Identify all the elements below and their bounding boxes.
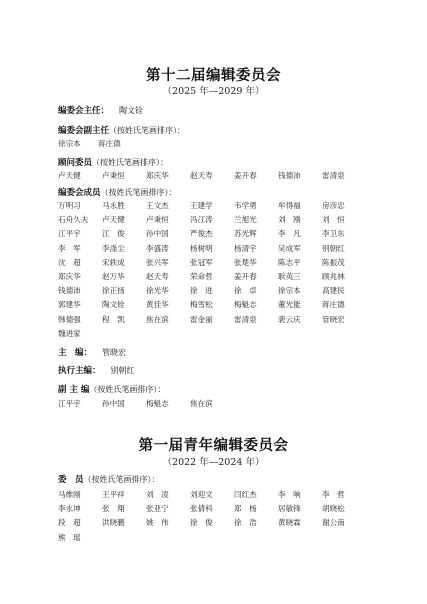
person-name: 冯江涛 bbox=[190, 215, 213, 225]
person-name: 顾兆林 bbox=[322, 272, 345, 281]
person-name: 刘迎文 bbox=[190, 490, 213, 499]
person-name: 张冠军 bbox=[190, 257, 213, 267]
person-name: 梅雪松 bbox=[190, 300, 213, 310]
person-name: 徐宗本 bbox=[278, 286, 301, 296]
deputy-note: （按姓氏笔画排序）： bbox=[89, 385, 166, 394]
person-name: 段 超 bbox=[58, 518, 81, 528]
vice-note: （按姓氏笔画排序）： bbox=[109, 126, 186, 135]
person-name: 闫红杰 bbox=[234, 490, 257, 499]
person-name: 梅魁志 bbox=[234, 300, 257, 310]
vice-heading bbox=[58, 124, 185, 136]
person-name: 卢天健 bbox=[58, 171, 81, 180]
person-name: 刘 刚 bbox=[278, 215, 301, 225]
person-name: 雷清泉 bbox=[322, 171, 345, 180]
person-name: 胡晓松 bbox=[322, 504, 345, 514]
person-name: 梅魁志 bbox=[146, 399, 169, 408]
exec-editor-line bbox=[58, 364, 135, 376]
exec-name: 别朝红 bbox=[110, 366, 135, 375]
person-name: 苏光辉 bbox=[234, 229, 257, 239]
person-name: 陈振茂 bbox=[322, 257, 345, 267]
person-name: 宋轶成 bbox=[102, 257, 125, 267]
section-years: （2022 年—2024 年） bbox=[162, 457, 265, 468]
person-name: 徐光华 bbox=[146, 286, 169, 296]
person-name: 王文杰 bbox=[146, 201, 169, 210]
advisor-heading bbox=[58, 156, 168, 168]
person-name: 牟得福 bbox=[278, 201, 301, 210]
person-name: 李 凡 bbox=[278, 229, 301, 239]
deputy-heading bbox=[58, 383, 165, 395]
person-name: 谢公南 bbox=[322, 518, 345, 528]
exec-label: 执行主编： bbox=[58, 366, 101, 376]
person-name: 徐 卓 bbox=[234, 286, 257, 296]
vice-label: 编委会副主任 bbox=[58, 126, 110, 136]
person-name: 马维刚 bbox=[58, 490, 81, 499]
person-name: 孙中国 bbox=[146, 229, 169, 239]
chair-line bbox=[58, 104, 143, 116]
person-name: 董光能 bbox=[278, 300, 301, 310]
person-name: 郑庆华 bbox=[58, 272, 81, 281]
person-name: 耿英三 bbox=[278, 272, 301, 281]
person-name: 李 哲 bbox=[322, 490, 345, 499]
person-name: 荣命哲 bbox=[190, 272, 213, 281]
person-name: 江平宇 bbox=[58, 399, 81, 408]
person-name: 钱德沛 bbox=[58, 286, 81, 296]
chair-name: 陶文铨 bbox=[119, 106, 144, 115]
person-name: 赵天寿 bbox=[146, 272, 169, 281]
person-name: 钱德沛 bbox=[278, 171, 301, 180]
person-name: 王建学 bbox=[190, 201, 213, 210]
person-name: 万明习 bbox=[58, 201, 81, 210]
person-name: 李盛涛 bbox=[146, 243, 169, 253]
person-name: 江平宇 bbox=[58, 229, 81, 239]
person-name: 江 俊 bbox=[102, 229, 125, 239]
person-name: 姜开春 bbox=[234, 171, 257, 180]
person-name: 张兴军 bbox=[146, 257, 169, 267]
person-name: 雷金丽 bbox=[190, 314, 213, 324]
person-name: 徐宗本 bbox=[58, 139, 81, 148]
person-name: 卢天健 bbox=[102, 215, 125, 225]
person-name: 刘 恒 bbox=[322, 215, 345, 225]
person-name: 徐 俊 bbox=[190, 518, 213, 528]
editor-label: 主 编： bbox=[58, 348, 93, 358]
person-name: 徐 进 bbox=[190, 286, 213, 296]
members-label: 编委会成员 bbox=[58, 188, 101, 198]
person-name: 赵万华 bbox=[102, 272, 125, 281]
editor-line bbox=[58, 346, 126, 358]
youth-members-note: （按姓氏笔画排序）： bbox=[83, 475, 160, 484]
person-name: 陈志平 bbox=[278, 257, 301, 267]
person-name: 程 凯 bbox=[102, 314, 125, 324]
person-name: 杨清宇 bbox=[234, 243, 257, 253]
person-name: 管晓宏 bbox=[322, 314, 345, 324]
person-name: 郑庆华 bbox=[146, 171, 169, 180]
person-name: 石舟久夫 bbox=[58, 215, 89, 225]
person-name: 卢秉恒 bbox=[102, 171, 125, 180]
person-name: 张 翔 bbox=[102, 504, 125, 514]
person-name: 韩德强 bbox=[58, 314, 81, 324]
person-name: 陶文铨 bbox=[102, 300, 125, 310]
advisor-label: 顾问委员 bbox=[58, 158, 93, 168]
person-name: 李 响 bbox=[278, 490, 301, 499]
section-title: 第一届青年编辑委员会 bbox=[138, 438, 289, 454]
person-name: 蒋庄德 bbox=[322, 300, 345, 310]
person-name: 杨树明 bbox=[190, 243, 213, 253]
person-name: 徐 浩 bbox=[234, 518, 257, 528]
person-name: 刘 凌 bbox=[146, 490, 169, 499]
person-name: 雷清泉 bbox=[234, 314, 257, 324]
youth-members-label: 委 员 bbox=[58, 475, 84, 485]
person-name: 韦学勇 bbox=[234, 201, 257, 210]
person-name: 孙中国 bbox=[102, 399, 125, 408]
person-name: 沈 超 bbox=[58, 257, 81, 267]
advisor-note: （按姓氏笔画排序）： bbox=[92, 158, 169, 167]
person-name: 李卫东 bbox=[322, 229, 345, 239]
chair-label: 编委会主任： bbox=[58, 106, 110, 116]
person-name: 郑 杨 bbox=[234, 504, 257, 514]
person-name: 严俊杰 bbox=[190, 229, 213, 239]
person-name: 魏进家 bbox=[58, 328, 81, 338]
person-name: 李 军 bbox=[58, 243, 81, 253]
person-name: 卢秉恒 bbox=[146, 215, 169, 225]
members-note: （按姓氏笔画排序）： bbox=[100, 188, 177, 197]
person-name: 张倩科 bbox=[190, 504, 213, 514]
person-name: 马永胜 bbox=[102, 201, 125, 210]
person-name: 李永坤 bbox=[58, 504, 81, 514]
youth-members-heading bbox=[58, 473, 160, 485]
person-name: 熊 瑶 bbox=[58, 532, 81, 542]
person-name: 黄佳华 bbox=[146, 300, 169, 310]
members-heading bbox=[58, 186, 177, 198]
person-name: 王平祥 bbox=[102, 490, 125, 499]
person-name: 姜开春 bbox=[234, 272, 257, 281]
person-name: 赵天寿 bbox=[190, 171, 213, 180]
deputy-label: 副 主 编 bbox=[58, 385, 90, 395]
person-name: 焦在滨 bbox=[146, 314, 169, 324]
person-name: 姚 伟 bbox=[146, 518, 169, 528]
person-name: 裴云庆 bbox=[278, 314, 301, 324]
person-name: 居敏锋 bbox=[278, 504, 301, 514]
person-name: 高建民 bbox=[322, 286, 345, 296]
section-years: （2025 年—2029 年） bbox=[162, 86, 265, 97]
person-name: 洪晓鹏 bbox=[102, 518, 125, 528]
person-name: 张亚宁 bbox=[146, 504, 169, 514]
person-name: 李涤尘 bbox=[102, 243, 125, 253]
person-name: 张楚华 bbox=[234, 257, 257, 267]
person-name: 兰旭光 bbox=[234, 215, 257, 225]
person-name: 郭建华 bbox=[58, 300, 81, 310]
person-name: 焦在滨 bbox=[190, 399, 213, 408]
person-name: 徐正扬 bbox=[102, 286, 125, 296]
person-name: 黄晓霖 bbox=[278, 518, 301, 528]
person-name: 房彦忠 bbox=[322, 201, 345, 210]
person-name: 别朝红 bbox=[322, 243, 345, 253]
person-name: 蒋庄德 bbox=[98, 139, 121, 148]
section-title: 第十二届编辑委员会 bbox=[146, 68, 281, 84]
person-name: 吴成军 bbox=[278, 243, 301, 253]
editor-name: 管晓宏 bbox=[102, 348, 127, 357]
